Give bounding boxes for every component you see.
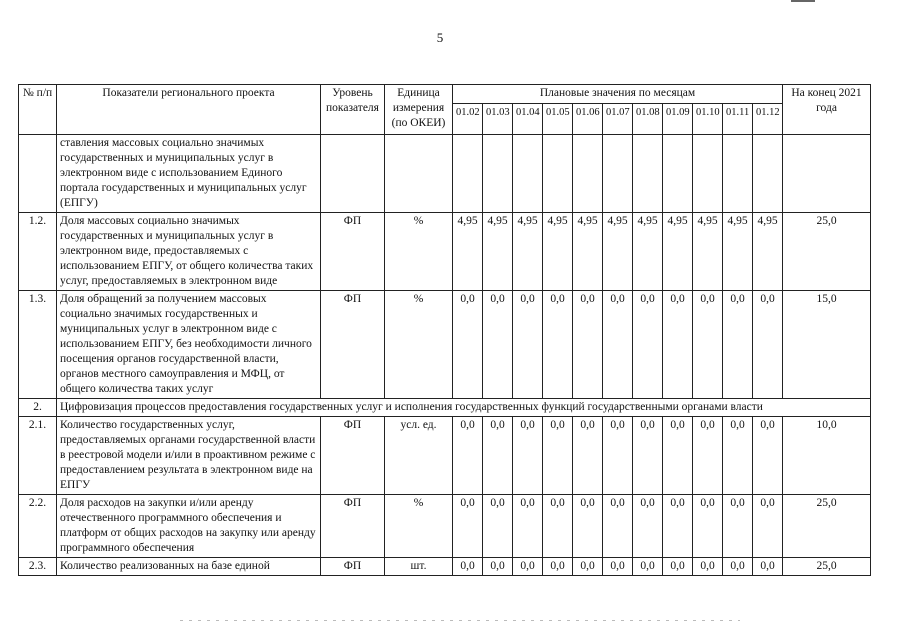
month-header: 01.12: [753, 104, 783, 135]
col-header-end-year: На конец 2021 года: [783, 85, 871, 135]
month-header: 01.10: [693, 104, 723, 135]
col-header-unit: Единица измерения (по ОКЕИ): [385, 85, 453, 135]
scan-mark: [791, 0, 815, 2]
month-value: [543, 135, 573, 213]
end-year-value: 25,0: [783, 558, 871, 576]
header-row: [19, 85, 871, 104]
month-value: 0,0: [603, 291, 633, 399]
month-value: [453, 135, 483, 213]
month-value: 0,0: [543, 558, 573, 576]
indicator-level: ФП: [321, 417, 385, 495]
row-number: [19, 135, 57, 213]
month-value: 0,0: [603, 558, 633, 576]
month-value: 0,0: [573, 291, 603, 399]
row-number: 2.3.: [19, 558, 57, 576]
month-value: 0,0: [453, 417, 483, 495]
indicator-text: Количество реализованных на базе единой: [57, 558, 321, 576]
table-row: [19, 417, 871, 495]
month-value: 0,0: [573, 417, 603, 495]
end-year-value: 15,0: [783, 291, 871, 399]
month-header: 01.11: [723, 104, 753, 135]
month-value: [723, 135, 753, 213]
table-row: [19, 135, 871, 213]
month-value: 0,0: [753, 291, 783, 399]
month-header: 01.04: [513, 104, 543, 135]
month-value: 0,0: [723, 417, 753, 495]
month-value: 0,0: [663, 291, 693, 399]
month-header: 01.06: [573, 104, 603, 135]
month-value: 0,0: [513, 417, 543, 495]
indicator-level: ФП: [321, 495, 385, 558]
table-row: [19, 213, 871, 291]
indicator-level: ФП: [321, 558, 385, 576]
month-value: 0,0: [753, 558, 783, 576]
month-value: 0,0: [453, 558, 483, 576]
month-value: 0,0: [573, 558, 603, 576]
month-value: 4,95: [603, 213, 633, 291]
month-value: 0,0: [543, 495, 573, 558]
month-value: 0,0: [723, 291, 753, 399]
table-row: [19, 558, 871, 576]
month-value: 0,0: [633, 417, 663, 495]
month-value: 0,0: [633, 495, 663, 558]
end-year-value: [783, 135, 871, 213]
month-value: 4,95: [513, 213, 543, 291]
month-value: 0,0: [663, 495, 693, 558]
month-header: 01.03: [483, 104, 513, 135]
col-header-plan: Плановые значения по месяцам: [453, 85, 783, 104]
indicator-level: ФП: [321, 291, 385, 399]
row-number: 1.2.: [19, 213, 57, 291]
month-value: [753, 135, 783, 213]
month-value: [603, 135, 633, 213]
month-value: 0,0: [693, 558, 723, 576]
month-value: 0,0: [483, 291, 513, 399]
indicator-text: ставления массовых социально значимых государственных и муниципальных услуг в электронном виде с использованием Единого портала государственных и муниципальных услуг (ЕПГУ): [57, 135, 321, 213]
month-value: 0,0: [513, 558, 543, 576]
section-title: Цифровизация процессов предоставления государственных услуг и исполнения государственных функций государственными органами власти: [57, 399, 871, 417]
indicator-text: Доля обращений за получением массовых социально значимых государственных и муниципальных услуг в электронном виде с использованием ЕПГУ, без необходимости личного посещения органов государственной власти, органов местного самоуправления и МФЦ, от общего количества таких услуг: [57, 291, 321, 399]
table-row: [19, 495, 871, 558]
month-value: 4,95: [693, 213, 723, 291]
col-header-level: Уровень показателя: [321, 85, 385, 135]
indicator-unit: шт.: [385, 558, 453, 576]
month-value: 4,95: [483, 213, 513, 291]
month-value: [633, 135, 663, 213]
month-value: 0,0: [483, 495, 513, 558]
indicator-text: Доля массовых социально значимых государственных и муниципальных услуг в электронном виде, предоставляемых с использованием ЕПГУ, от общего количества таких услуг, предоставляемых в электронном виде: [57, 213, 321, 291]
month-value: [513, 135, 543, 213]
month-value: 0,0: [453, 291, 483, 399]
scan-noise: [180, 620, 740, 621]
month-value: [693, 135, 723, 213]
col-header-indicators: Показатели регионального проекта: [57, 85, 321, 135]
col-header-num: № п/п: [19, 85, 57, 135]
table-row: [19, 291, 871, 399]
month-value: 4,95: [633, 213, 663, 291]
section-number: 2.: [19, 399, 57, 417]
month-header: 01.02: [453, 104, 483, 135]
end-year-value: 10,0: [783, 417, 871, 495]
month-value: 0,0: [453, 495, 483, 558]
month-value: 0,0: [723, 558, 753, 576]
month-header: 01.08: [633, 104, 663, 135]
month-header: 01.09: [663, 104, 693, 135]
month-value: [663, 135, 693, 213]
month-value: 4,95: [543, 213, 573, 291]
month-value: 0,0: [483, 558, 513, 576]
month-value: 0,0: [483, 417, 513, 495]
month-header: 01.07: [603, 104, 633, 135]
month-value: 0,0: [603, 495, 633, 558]
end-year-value: 25,0: [783, 495, 871, 558]
month-value: 0,0: [663, 558, 693, 576]
month-value: 4,95: [663, 213, 693, 291]
end-year-value: 25,0: [783, 213, 871, 291]
row-number: 2.1.: [19, 417, 57, 495]
table-body: [19, 135, 871, 576]
indicator-unit: [385, 135, 453, 213]
month-value: 0,0: [723, 495, 753, 558]
indicator-level: ФП: [321, 213, 385, 291]
month-value: [573, 135, 603, 213]
month-value: 0,0: [573, 495, 603, 558]
month-value: 0,0: [543, 291, 573, 399]
month-value: [483, 135, 513, 213]
month-value: 0,0: [633, 291, 663, 399]
month-value: 0,0: [513, 291, 543, 399]
month-value: 0,0: [693, 291, 723, 399]
page-number: 5: [436, 30, 444, 45]
indicator-unit: %: [385, 495, 453, 558]
month-value: 0,0: [753, 417, 783, 495]
month-header: 01.05: [543, 104, 573, 135]
indicator-level: [321, 135, 385, 213]
month-value: 0,0: [543, 417, 573, 495]
month-value: 0,0: [693, 495, 723, 558]
month-value: 4,95: [753, 213, 783, 291]
row-number: 2.2.: [19, 495, 57, 558]
month-value: 0,0: [633, 558, 663, 576]
month-value: 0,0: [603, 417, 633, 495]
month-value: 0,0: [513, 495, 543, 558]
month-value: 0,0: [663, 417, 693, 495]
row-number: 1.3.: [19, 291, 57, 399]
month-value: 0,0: [753, 495, 783, 558]
indicator-unit: усл. ед.: [385, 417, 453, 495]
month-value: 0,0: [693, 417, 723, 495]
month-value: 4,95: [723, 213, 753, 291]
section-row: [19, 399, 871, 417]
month-value: 4,95: [453, 213, 483, 291]
indicator-text: Доля расходов на закупки и/или аренду отечественного программного обеспечения и платформ от общих расходов на закупку или аренду программного обеспечения: [57, 495, 321, 558]
indicator-unit: %: [385, 213, 453, 291]
indicators-table: [18, 84, 871, 576]
indicator-text: Количество государственных услуг, предоставляемых органами государственной власти в реестровой модели и/или в проактивном режиме с предоставлением результата в электронном виде на ЕПГУ: [57, 417, 321, 495]
month-value: 4,95: [573, 213, 603, 291]
indicator-unit: %: [385, 291, 453, 399]
